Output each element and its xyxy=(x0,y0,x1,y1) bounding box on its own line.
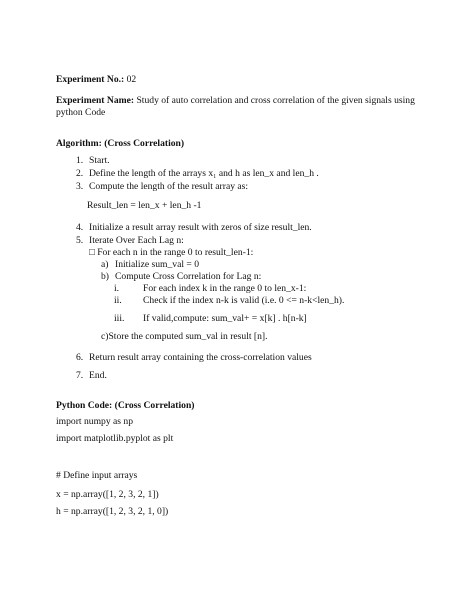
step-number: 4. xyxy=(76,222,84,233)
step-2 xyxy=(76,168,319,180)
step-text: Initialize a result array result with zeros of size result_len. xyxy=(89,222,312,233)
result-len-formula: Result_len = len_x + len_h -1 xyxy=(87,200,202,211)
experiment-name-label: Experiment Name: xyxy=(56,95,135,106)
substep-marker: i. xyxy=(114,283,120,294)
substep-text: For each index k in the range 0 to len_x-1: xyxy=(143,283,307,294)
algorithm-heading: Algorithm: (Cross Correlation) xyxy=(56,138,185,149)
substep-a xyxy=(101,259,200,271)
step-number: 2. xyxy=(76,168,84,179)
code-line: h = np.array([1, 2, 3, 2, 1, 0]) xyxy=(56,506,169,517)
step-1 xyxy=(76,155,110,167)
code-line: import numpy as np xyxy=(56,416,134,427)
substep-marker: b) xyxy=(101,271,109,282)
substep-text: If valid,compute: sum_val+ = x[k] . h[n-k] xyxy=(143,313,307,324)
step-number: 5. xyxy=(76,235,84,246)
experiment-no xyxy=(56,74,136,86)
substep-text: Initialize sum_val = 0 xyxy=(115,259,200,270)
step-4 xyxy=(76,222,312,234)
substep-marker: a) xyxy=(101,259,109,270)
step-3 xyxy=(76,181,249,193)
code-line: # Define input arrays xyxy=(56,470,138,481)
step-number: 7. xyxy=(76,370,84,381)
step-number: 3. xyxy=(76,181,84,192)
step-text: Define the length of the arrays x₁ and h as len_x and len_h . xyxy=(89,168,319,179)
python-code-heading: Python Code: (Cross Correlation) xyxy=(56,400,195,411)
substep-text: Compute Cross Correlation for Lag n: xyxy=(115,271,262,282)
step-number: 6. xyxy=(76,352,84,363)
step-text: Start. xyxy=(89,155,110,166)
experiment-name xyxy=(56,95,426,118)
step-5 xyxy=(76,235,184,247)
substep-text: Check if the index n-k is valid (i.e. 0 <= n-k<len_h). xyxy=(143,295,345,306)
substep-marker: iii. xyxy=(114,313,125,324)
step-7 xyxy=(76,370,107,382)
step-text: Iterate Over Each Lag n: xyxy=(89,235,184,246)
step-text: Compute the length of the result array as: xyxy=(89,181,249,192)
step-number: 1. xyxy=(76,155,84,166)
step-text: Return result array containing the cross-correlation values xyxy=(89,352,312,363)
step-6 xyxy=(76,352,312,364)
substep-ii xyxy=(114,295,345,307)
code-line: x = np.array([1, 2, 3, 2, 1]) xyxy=(56,489,159,500)
experiment-no-value: 02 xyxy=(126,74,137,85)
experiment-no-label: Experiment No.: xyxy=(56,74,125,85)
experiment-name-value: Study of auto correlation and cross correlation of the given signals using python Code xyxy=(56,95,415,118)
step-text: End. xyxy=(89,370,107,381)
substep-i xyxy=(114,283,307,295)
code-line: import matplotlib.pyplot as plt xyxy=(56,433,174,444)
substep-c: c)Store the computed sum_val in result [n]. xyxy=(101,331,268,342)
substep-iii xyxy=(114,313,307,325)
substep-marker: ii. xyxy=(114,295,122,306)
for-each-lag: □ For each n in the range 0 to result_len-1: xyxy=(89,247,254,258)
substep-b xyxy=(101,271,262,283)
